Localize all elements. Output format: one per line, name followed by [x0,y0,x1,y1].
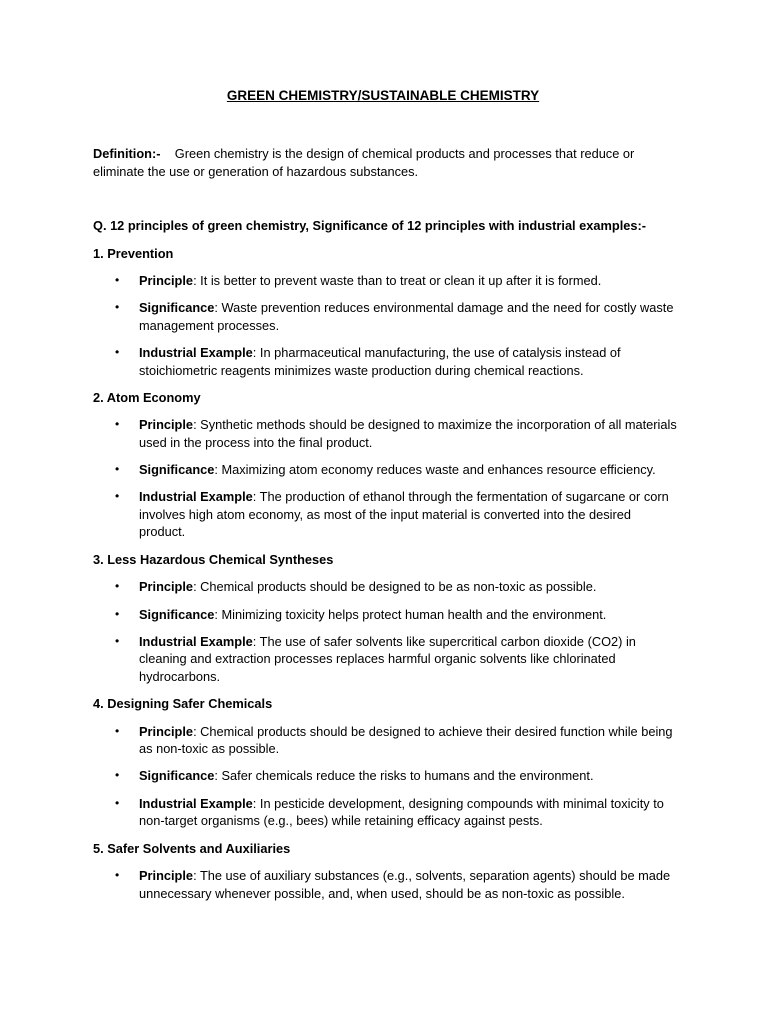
point-label: Industrial Example [139,633,253,649]
section-heading: 1. Prevention [93,245,174,261]
definition-paragraph [93,145,668,180]
point-label: Principle [139,417,194,433]
bullet-icon: • [115,273,120,287]
point-text: : In pesticide development, designing compounds with minimal toxicity to non-target organisms (e.g., bees) while retaining efficacy against pests. [139,795,664,829]
document-content [93,217,678,912]
point-text: : Maximizing atom economy reduces waste and enhances resource efficiency. [214,462,656,478]
list-item [93,272,678,290]
point-label: Significance [139,462,215,478]
section-heading: 4. Designing Safer Chemicals [93,696,273,712]
point-text: : It is better to prevent waste than to treat or clean it up after it is formed. [193,273,602,288]
bullet-icon: • [115,300,120,315]
list-item [93,299,678,334]
list-item [93,488,678,541]
list-item [93,867,678,902]
list-item [93,606,678,624]
list-item [93,767,678,785]
bullet-icon: • [115,606,120,621]
point-label: Principle [139,868,194,884]
point-text: : Synthetic methods should be designed to maximize the incorporation of all materials used in the process into the final product. [139,417,677,450]
section-points-list [93,272,678,379]
list-item [93,416,678,451]
point-label: Principle [139,579,194,595]
bullet-icon: • [115,489,120,504]
point-text: : The use of auxiliary substances (e.g., solvents, separation agents) should be made unnecessary whenever possible, and, when used, should be as non-toxic as possible. [139,868,671,901]
bullet-icon: • [115,795,120,810]
point-text: : The use of safer solvents like supercritical carbon dioxide (CO2) in cleaning and extraction processes replaces harmful organic solvents like chlorinated hydrocarbons. [139,633,636,684]
point-text: : The production of ethanol through the fermentation of sugarcane or corn involves high atom economy, as most of the input material is converted into the desired product. [139,489,669,540]
bullet-icon: • [115,345,120,360]
point-text: : Safer chemicals reduce the risks to humans and the environment. [214,768,594,784]
bullet-icon: • [115,633,120,648]
definition-text: Green chemistry is the design of chemical products and processes that reduce or eliminate the use or generation of hazardous substances. [93,146,635,179]
bullet-icon: • [115,462,120,477]
point-label: Significance [139,768,215,784]
principles-list [93,245,678,903]
list-item [93,461,678,479]
definition-label: Definition:- [93,146,161,161]
point-label: Principle [139,723,194,739]
point-text: : Waste prevention reduces environmental damage and the need for costly waste management processes. [139,300,674,333]
list-item [93,344,678,379]
section-heading: 5. Safer Solvents and Auxiliaries [93,840,291,856]
section-points-list [93,416,678,541]
point-label: Significance [139,300,215,316]
bullet-icon: • [115,417,120,432]
point-text: : Chemical products should be designed to be as non-toxic as possible. [193,579,597,595]
list-item [93,723,678,758]
section-heading: 2. Atom Economy [93,389,201,405]
bullet-icon: • [115,723,120,738]
document-title: GREEN CHEMISTRY/SUSTAINABLE CHEMISTRY [226,88,540,103]
bullet-icon: • [115,768,120,783]
bullet-icon: • [115,868,120,883]
point-label: Significance [139,606,215,622]
list-item [93,633,678,686]
point-text: : In pharmaceutical manufacturing, the use of catalysis instead of stoichiometric reagents minimizes waste production during chemical reactions. [139,345,621,378]
bullet-icon: • [115,579,120,594]
list-item [93,795,678,830]
point-label: Principle [139,273,194,288]
question-heading: Q. 12 principles of green chemistry, Significance of 12 principles with industrial examples:- [93,218,647,233]
point-label: Industrial Example [139,489,253,505]
section-points-list [93,867,678,902]
section-heading: 3. Less Hazardous Chemical Syntheses [93,551,334,567]
point-label: Industrial Example [139,345,253,361]
point-label: Industrial Example [139,795,253,811]
point-text: : Minimizing toxicity helps protect human health and the environment. [214,606,607,622]
list-item [93,578,678,596]
point-text: : Chemical products should be designed to achieve their desired function while being as non-toxic as possible. [139,723,673,757]
section-points-list [93,578,678,685]
section-points-list [93,723,678,830]
